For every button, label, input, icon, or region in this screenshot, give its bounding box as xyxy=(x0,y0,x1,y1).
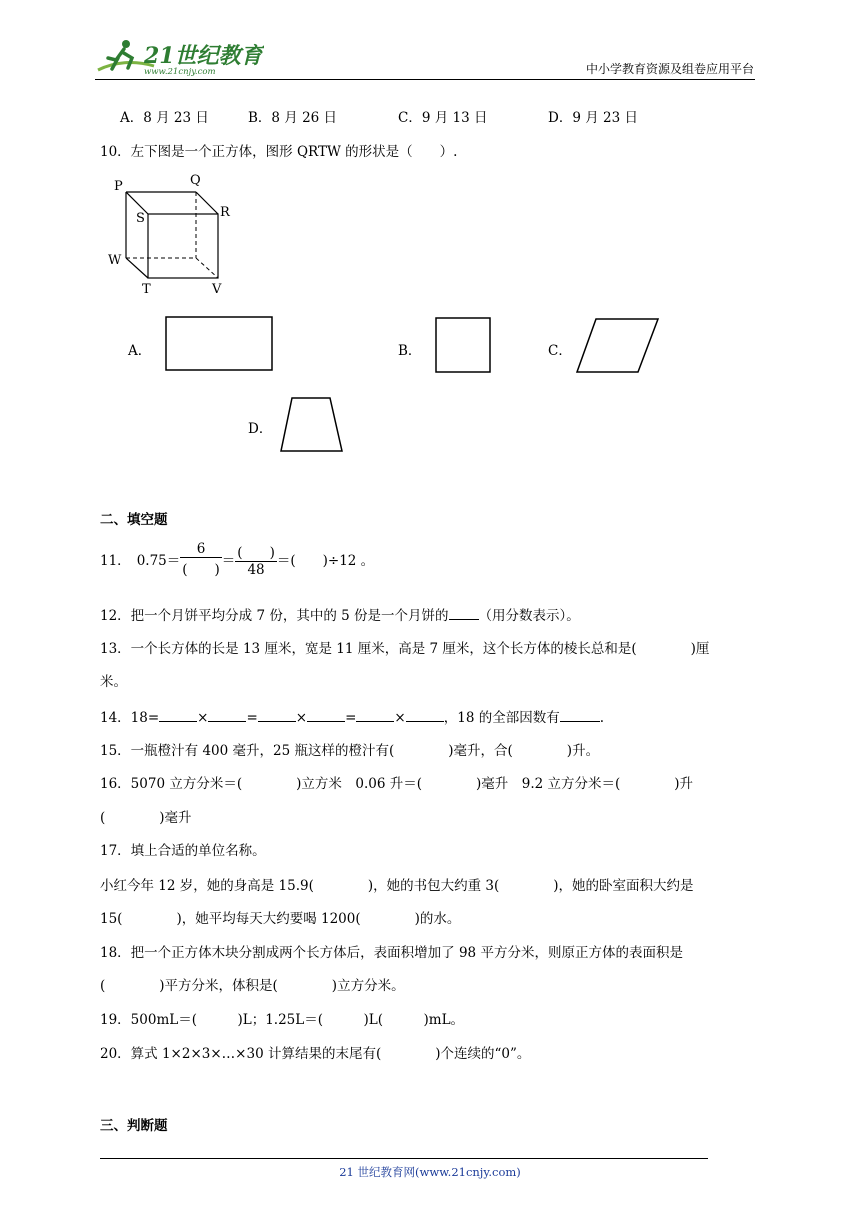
q20: 20．算式 1×2×3×…×30 计算结果的末尾有( )个连续的“0”。 xyxy=(100,1046,531,1062)
q11-tail: ＝( )÷12 。 xyxy=(276,553,375,569)
q12-post: （用分数表示）。 xyxy=(478,608,580,624)
q16-line1: 16．5070 立方分米＝( )立方米 0.06 升＝( )毫升 9.2 立方分米＝( )升 xyxy=(100,776,694,792)
q14-blank-6[interactable] xyxy=(406,709,444,722)
q14-blank-3[interactable] xyxy=(258,709,296,722)
vertex-w: W xyxy=(108,253,122,268)
q12 xyxy=(100,604,580,624)
q18-line1: 18．把一个正方体木块分割成两个长方体后，表面积增加了 98 平方分米，则原正方体的表面积是 xyxy=(100,945,683,961)
section-judgement-title: 三、判断题 xyxy=(100,1118,168,1134)
q14-eq-2: = xyxy=(345,710,357,726)
footer-link[interactable]: 21 世纪教育网(www.21cnjy.com) xyxy=(339,1165,521,1179)
q14-end: . xyxy=(599,710,605,726)
shape-rectangle xyxy=(164,315,276,373)
q9-option-d: D．9 月 23 日 xyxy=(548,110,638,126)
section-fill-in-title: 二、填空题 xyxy=(100,512,168,528)
shape-trapezoid xyxy=(278,395,346,455)
q11-number: 11． xyxy=(100,553,131,569)
vertex-v: V xyxy=(212,282,222,297)
q14-times-1: × xyxy=(197,710,209,726)
q11-f1-denominator: ( ) xyxy=(182,561,220,578)
vertex-s: S xyxy=(136,211,145,226)
q9-option-a: A．8 月 23 日 xyxy=(120,110,209,126)
footer-rule xyxy=(100,1158,708,1159)
header-rule xyxy=(95,79,755,80)
q14-pre: 14．18= xyxy=(100,710,160,726)
q14-blank-5[interactable] xyxy=(356,709,394,722)
q11-eq: ＝ xyxy=(221,553,236,569)
q15: 15．一瓶橙汁有 400 毫升，25 瓶这样的橙汁有( )毫升，合( )升。 xyxy=(100,743,600,759)
q12-pre: 12．把一个月饼平均分成 7 份，其中的 5 份是一个月饼的 xyxy=(100,608,449,624)
q10-option-a-label: A． xyxy=(128,343,152,359)
q14-times-2: × xyxy=(295,710,308,726)
q10-option-b-label: B． xyxy=(398,343,422,359)
platform-name: 中小学教育资源及组卷应用平台 xyxy=(585,62,754,76)
q18-line2: ( )平方分米，体积是( )立方分米。 xyxy=(100,978,405,994)
q10-option-d-label: D． xyxy=(248,421,273,437)
vertex-r: R xyxy=(220,205,230,220)
q11-f2-numerator: ( ) xyxy=(235,541,277,562)
q13-line1: 13．一个长方体的长是 13 厘米，宽是 11 厘米，高是 7 厘米，这个长方体的棱长总和是( )厘 xyxy=(100,641,710,657)
q11-lhs: 0.75＝ xyxy=(136,553,181,569)
vertex-q: Q xyxy=(190,173,201,188)
q14-blank-4[interactable] xyxy=(307,709,345,722)
q14-blank-factors[interactable] xyxy=(560,709,600,722)
q11-f2-denominator: 48 xyxy=(247,561,265,578)
q14-times-3: × xyxy=(394,710,406,726)
q17-line1: 17．填上合适的单位名称。 xyxy=(100,843,266,859)
q14-tail: ，18 的全部因数有 xyxy=(443,710,560,726)
q9-option-b: B．8 月 26 日 xyxy=(248,110,338,126)
shape-square xyxy=(434,316,494,376)
q11-fraction-1 xyxy=(180,541,222,578)
q11 xyxy=(100,538,374,580)
logo-text: 21世纪教育 xyxy=(144,43,263,69)
vertex-t: T xyxy=(142,282,151,297)
q14-eq-1: = xyxy=(246,710,258,726)
logo-url: www.21cnjy.com xyxy=(144,67,216,77)
q16-line2: ( )毫升 xyxy=(100,810,192,826)
shape-parallelogram xyxy=(574,316,662,376)
q10-option-c-label: C． xyxy=(548,343,572,359)
cube-diagram xyxy=(100,168,240,298)
logo-icon xyxy=(94,36,264,78)
q17-line2: 小红今年 12 岁，她的身高是 15.9( )，她的书包大约重 3( )，她的卧室面积大约是 xyxy=(100,878,694,894)
q14-blank-1[interactable] xyxy=(159,709,197,722)
q10-stem: 10．左下图是一个正方体，图形 QRTW 的形状是（ ）. xyxy=(100,144,458,160)
q11-f1-numerator: 6 xyxy=(180,541,222,558)
q9-option-c: C．9 月 13 日 xyxy=(398,110,488,126)
q17-line3: 15( )，她平均每天大约要喝 1200( )的水。 xyxy=(100,911,461,927)
q14-blank-2[interactable] xyxy=(208,709,246,722)
q14 xyxy=(100,706,604,726)
q19: 19．500mL＝( )L；1.25L＝( )L( )mL。 xyxy=(100,1012,465,1028)
q11-fraction-2 xyxy=(235,541,277,578)
vertex-p: P xyxy=(114,179,123,194)
q12-blank[interactable] xyxy=(449,607,479,620)
q13-line2: 米。 xyxy=(100,674,127,690)
